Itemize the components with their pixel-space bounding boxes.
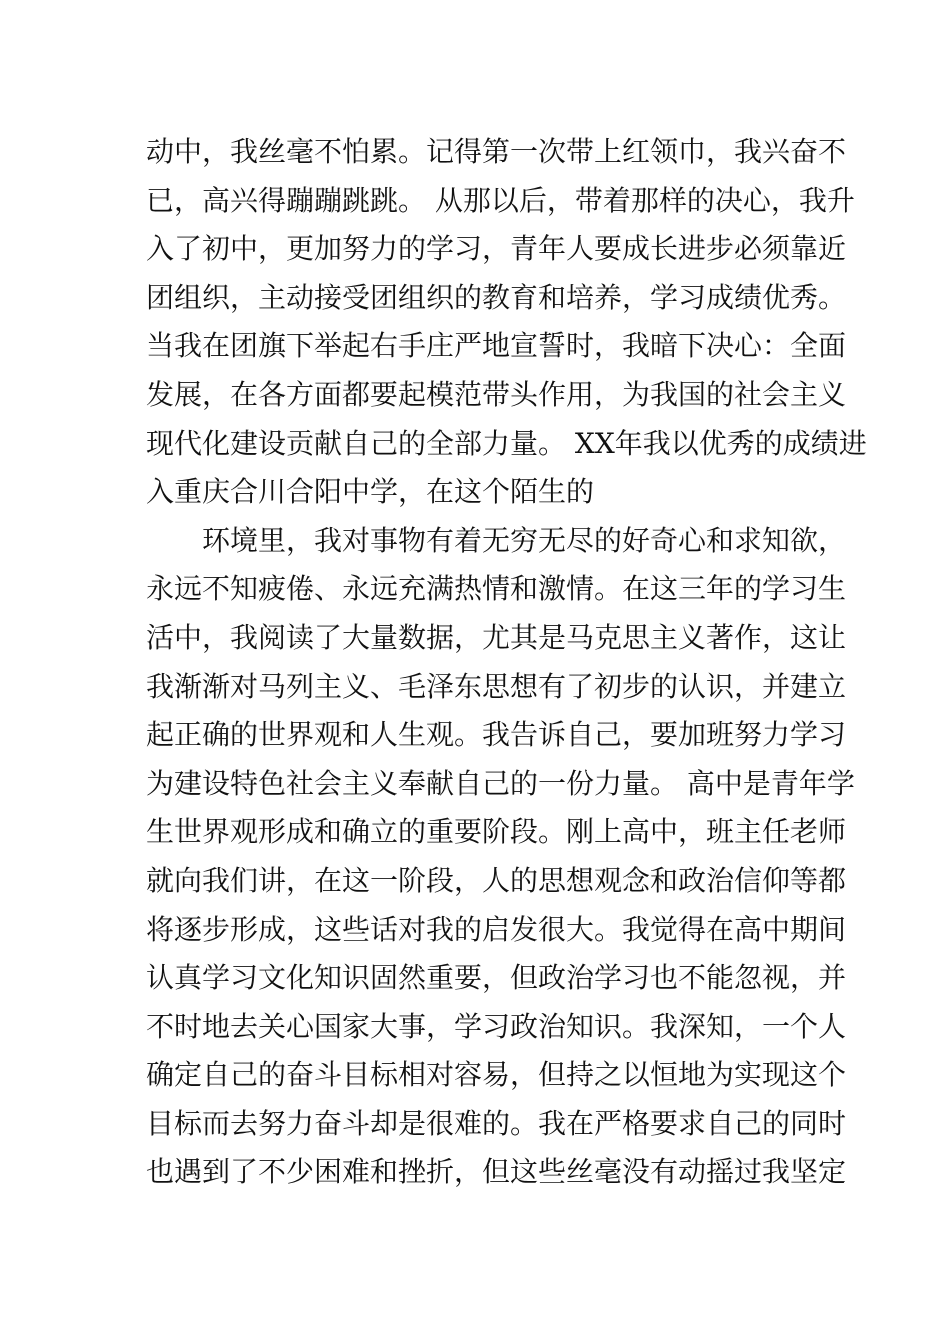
text-line: 团组织，主动接受团组织的教育和培养，学习成绩优秀。 (146, 280, 847, 314)
text-line: 目标而去努力奋斗却是很难的。我在严格要求自己的同时 (146, 1106, 847, 1140)
text-line: 确定自己的奋斗目标相对容易，但持之以恒地为实现这个 (146, 1058, 847, 1092)
text-line: 也遇到了不少困难和挫折，但这些丝毫没有动摇过我坚定 (146, 1155, 847, 1189)
document-body (146, 128, 867, 1197)
text-line: 当我在团旗下举起右手庄严地宣誓时，我暗下决心：全面 (146, 329, 847, 363)
text-line: 活中，我阅读了大量数据，尤其是马克思主义著作，这让 (146, 620, 847, 654)
text-line: 不时地去关心国家大事，学习政治知识。我深知，一个人 (146, 1009, 847, 1043)
text-line: 入重庆合川合阳中学，在这个陌生的 (146, 475, 595, 509)
text-line: 将逐步形成，这些话对我的启发很大。我觉得在高中期间 (146, 912, 847, 946)
text-line: 发展，在各方面都要起模范带头作用，为我国的社会主义 (146, 377, 847, 411)
text-line: 我渐渐对马列主义、毛泽东思想有了初步的认识，并建立 (146, 669, 847, 703)
text-line: 现代化建设贡献自己的全部力量。 XX年我以优秀的成绩进 (146, 426, 867, 460)
text-line: 已，高兴得蹦蹦跳跳。 从那以后，带着那样的决心，我升 (146, 183, 855, 217)
text-line: 入了初中，更加努力的学习，青年人要成长进步必须靠近 (146, 232, 847, 266)
text-line: 动中，我丝毫不怕累。记得第一次带上红领巾，我兴奋不 (146, 135, 847, 168)
text-line: 起正确的世界观和人生观。我告诉自己，要加班努力学习 (146, 718, 847, 752)
text-line: 认真学习文化知识固然重要，但政治学习也不能忽视，并 (146, 961, 847, 995)
paragraph-1 (146, 128, 867, 517)
text-line: 为建设特色社会主义奉献自己的一份力量。 高中是青年学 (146, 766, 855, 800)
text-line: 生世界观形成和确立的重要阶段。刚上高中，班主任老师 (146, 815, 847, 849)
paragraph-2 (146, 517, 855, 1197)
text-line-indented: 环境里，我对事物有着无穷无尽的好奇心和求知欲， (202, 523, 847, 557)
text-line: 永远不知疲倦、永远充满热情和激情。在这三年的学习生 (146, 572, 847, 606)
text-line: 就向我们讲，在这一阶段，人的思想观念和政治信仰等都 (146, 863, 847, 897)
